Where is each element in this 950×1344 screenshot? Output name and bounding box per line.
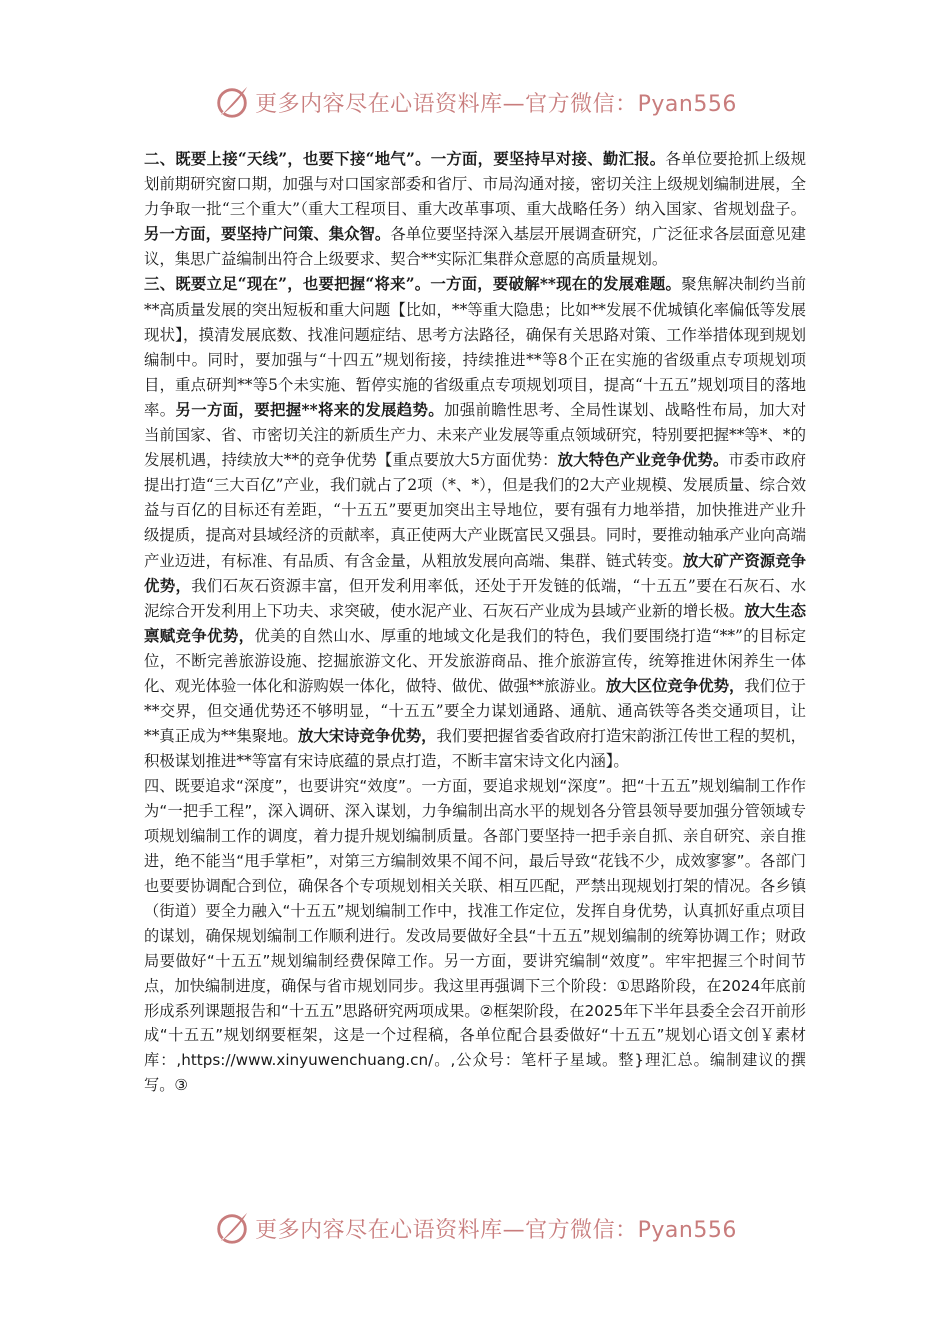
section-three-text-7: 我们要把握省委省政府打造宋韵浙江传世工程的契机，积极谋划推进**等富有宋诗底蕴的景点打造，不断丰富宋诗文化内涵】。: [144, 727, 806, 771]
section-three-text-6: 我们位于**交界，但交通优势还不够明显，“十五五”要全力谋划通路、通航、通高铁等各类交通项目，让**真正成为**集聚地。: [144, 676, 806, 746]
section-three-bold-7: 放大宋诗竞争优势，: [297, 727, 437, 746]
section-two-text-2: 各单位要坚持深入基层开展调查研究，广泛征求各层面意见建议，集思广益编制出符合上级要求、契合**实际汇集群众意愿的高质量规划。: [144, 225, 806, 269]
section-three-bold-6: 放大区位竞争优势，: [605, 676, 745, 695]
footer-banner: [0, 1206, 950, 1250]
section-four-paragraph: 四、既要追求“深度”，也要讲究“效度”。一方面，要追求规划“深度”。把“十五五”规划编制工作作为“一把手工程”，深入调研、深入谋划，力争编制出高水平的规划各分管县领导要加强分管领域专项规划编制工作的调度，着力提升规划编制质量。各部门要坚持一把手亲自抓、亲自研究、亲自推进，绝不能当“甩手掌柜”，对第三方编制效果不闻不问，最后导致“花钱不少，成效寥寥”。各部门也要要协调配合到位，确保各个专项规划相关关联、相互匹配，严禁出现规划打架的情况。各乡镇（街道）要全力融入“十五五”规划编制工作中，找准工作定位，发挥自身优势，认真抓好重点项目的谋划，确保规划编制工作顺利进行。发改局要做好全县“十五五”规划编制的统筹协调工作；财政局要做好“十五五”规划编制经费保障工作。另一方面，要讲究编制“效度”。牢牢把握三个时间节点，加快编制进度，确保与省市规划同步。我这里再强调下三个阶段：①思路阶段，在2024年底前形成系列课题报告和“十五五”思路研究两项成果。②框架阶段，在2025年下半年县委全会召开前形成“十五五”规划纲要框架，这是一个过程稿，各单位配合县委做好“十五五”规划心语文创￥素材库：,https://www.xinyuwenchuang.cn/。,公众号：笔杆子星域。整}理汇总。编制建议的撰写。③: [144, 777, 806, 1095]
section-three-text-1: 聚焦解决制约当前**高质量发展的突出短板和重大问题【比如，**等重大隐患；比如**发展不优城镇化率偏低等发展现状】，摸清发展底数、找准问题症结、思考方法路径，确保有关思路对策、工作举措体现到规划编制中。同时，要加强与“十四五”规划衔接，持续推进**等8个正在实施的省级重点专项规划项目，重点研判**等5个未实施、暂停实施的省级重点专项规划项目，提高“十五五”规划项目的落地率。: [144, 275, 806, 419]
section-two-paragraph: [144, 147, 806, 272]
footer-banner-text: 更多内容尽在心语资料库—官方微信：Pyan556: [255, 1217, 737, 1243]
quill-pen-logo-icon: [213, 83, 251, 121]
section-three-text-2: 加强前瞻性思考、全局性谋划、战略性布局，加大对当前国家、省、市密切关注的新质生产力、未来产业发展等重点领域研究，特别要把握**等*、*的发展机遇，持续放大**的竞争优势【重点要放大5方面优势：: [144, 400, 806, 470]
header-banner: [0, 80, 950, 124]
section-two-text-1: 各单位要抢抓上级规划前期研究窗口期，加强与对口国家部委和省厅、市局沟通对接，密切关注上级规划编制进展，全力争取一批“三个重大”（重大工程项目、重大改革事项、重大战略任务）纳入国家、省规划盘子。: [144, 150, 806, 219]
section-three-paragraph: [144, 272, 806, 774]
section-two-bold-2: 另一方面，要坚持广问策、集众智。: [144, 225, 391, 244]
header-banner-text: 更多内容尽在心语资料库—官方微信：Pyan556: [255, 91, 737, 117]
section-three-bold-4: 放大矿产资源竞争优势，: [144, 551, 806, 595]
section-three-text-4: 我们石灰石资源丰富，但开发利用率低，还处于开发链的低端，“十五五”要在石灰石、水泥综合开发利用上下功夫、求突破，使水泥产业、石灰石产业成为县域产业新的增长极。: [144, 576, 806, 620]
section-three-heading: 三、既要立足“现在”，也要把握“将来”。: [144, 275, 431, 294]
section-three-bold-1: 一方面，要破解**现在的发展难题。: [430, 275, 682, 294]
section-three-text-5: 优美的自然山水、厚重的地域文化是我们的特色，我们要围绕打造“**”的目标定位，不断完善旅游设施、挖掘旅游文化、开发旅游商品、推介旅游宣传，统筹推进休闲养生一体化、观光体验一体化和游购娱一体化，做特、做优、做强**旅游业。: [144, 626, 806, 695]
quill-pen-logo-icon: [213, 1209, 251, 1247]
document-body: [144, 147, 806, 1192]
section-three-bold-2: 另一方面，要把握**将来的发展趋势。: [175, 400, 445, 419]
section-three-text-3: 市委市政府提出打造“三大百亿”产业，我们就占了2项（*、*），但是我们的2大产业规模、发展质量、综合效益与百亿的目标还有差距，“十五五”要更加突出主导地位，要有强有力地举措，加快推进产业升级提质，提高对县域经济的贡献率，真正使两大产业既富民又强县。同时，要推动轴承产业向高端产业迈进，有标准、有品质、有含金量，从粗放发展向高端、集群、链式转变。: [144, 451, 806, 570]
section-two-bold-1: 一方面，要坚持早对接、勤汇报。: [430, 150, 666, 168]
section-three-bold-5: 放大生态禀赋竞争优势，: [144, 601, 806, 645]
section-two-heading: 二、既要上接“天线”，也要下接“地气”。: [144, 150, 431, 168]
section-three-bold-3: 放大特色产业竞争优势。: [557, 451, 729, 470]
